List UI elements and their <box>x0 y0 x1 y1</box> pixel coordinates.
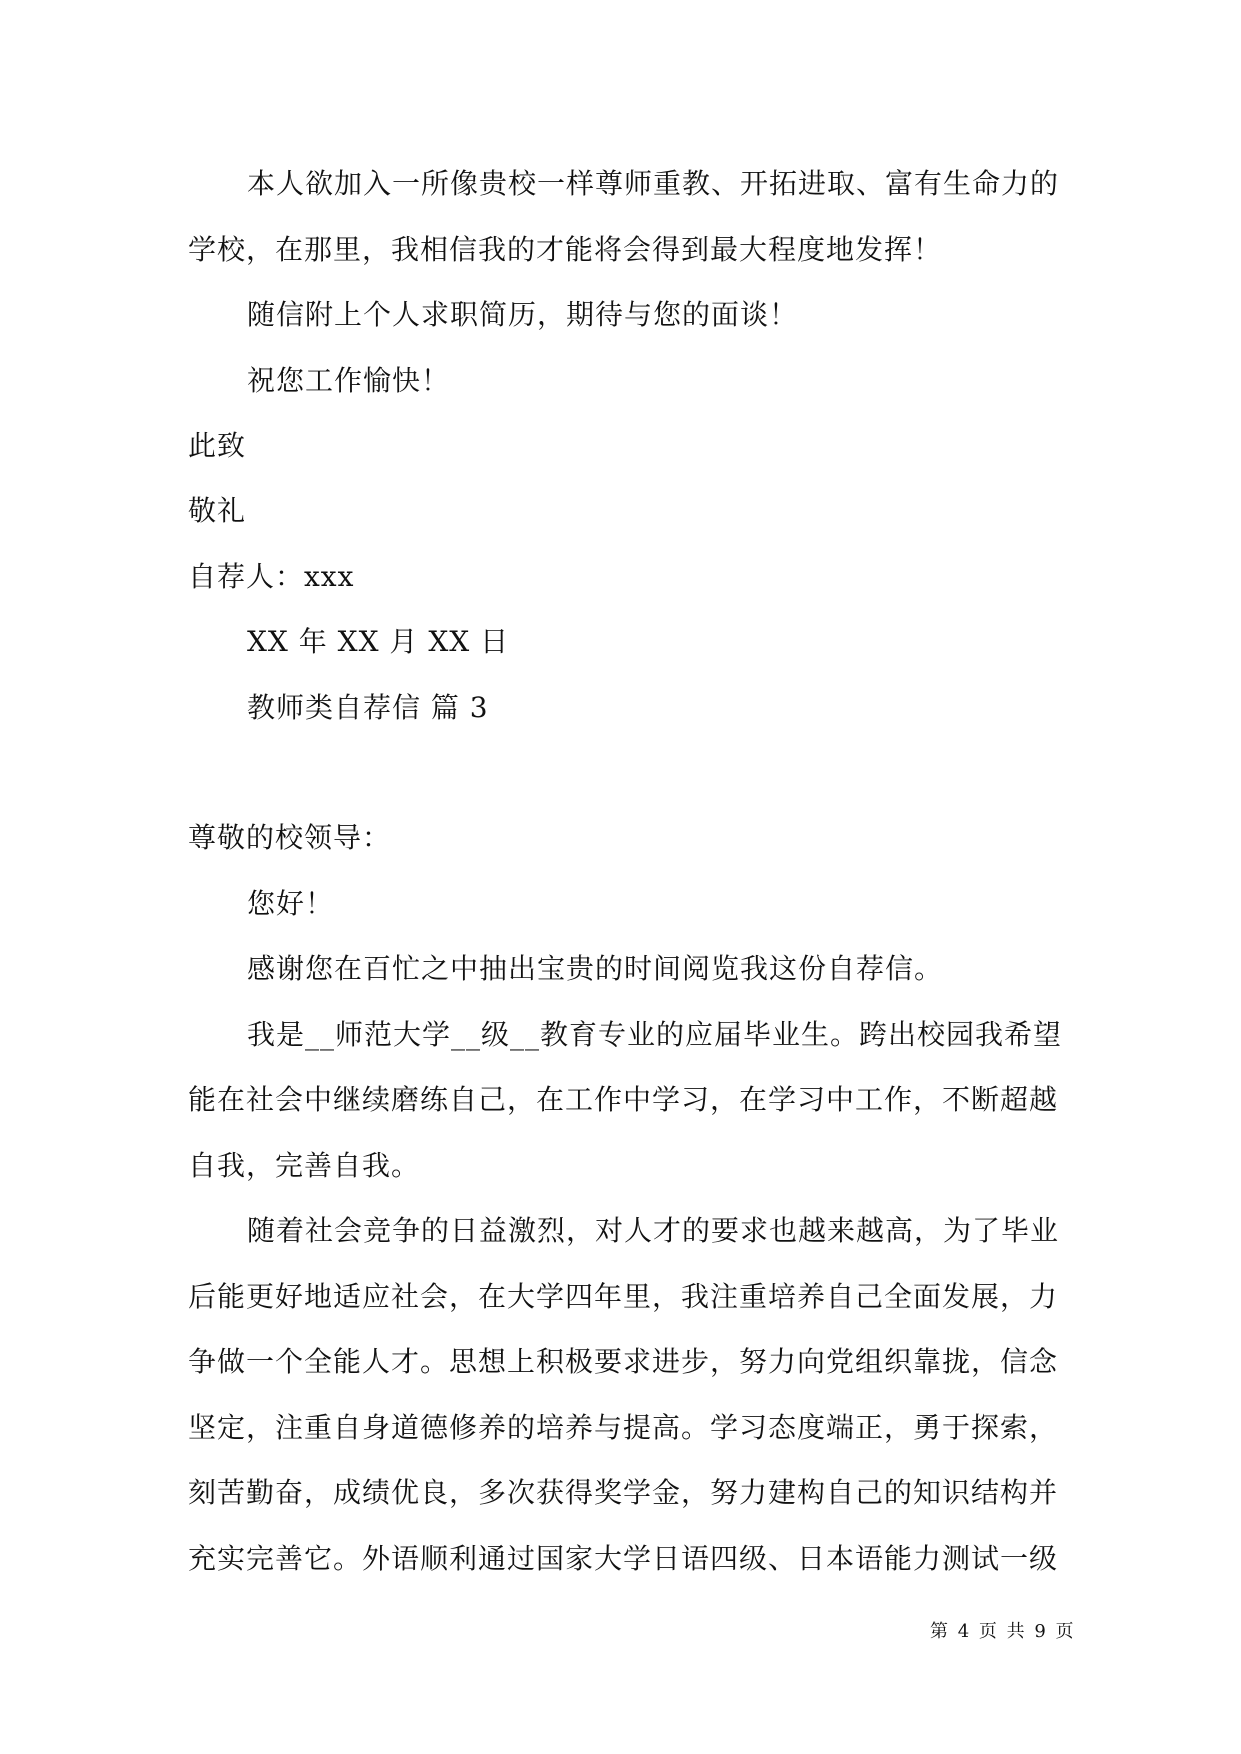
salutation-line: 尊敬的校领导： <box>188 821 392 854</box>
paragraph-line: 自我，完善自我。 <box>188 1149 421 1182</box>
paragraph-line: 随信附上个人求职简历，期待与您的面谈！ <box>247 298 799 331</box>
paragraph-line: 能在社会中继续磨练自己，在工作中学习，在学习中工作，不断超越 <box>188 1083 1059 1116</box>
paragraph-line: 刻苦勤奋，成绩优良，多次获得奖学金，努力建构自己的知识结构并 <box>188 1476 1059 1509</box>
paragraph-line: 充实完善它。外语顺利通过国家大学日语四级、日本语能力测试一级 <box>188 1542 1059 1575</box>
paragraph-line: 随着社会竞争的日益激烈，对人才的要求也越来越高，为了毕业 <box>247 1214 1060 1247</box>
section-heading: 教师类自荐信 篇 3 <box>247 691 489 724</box>
paragraph-line: 学校，在那里，我相信我的才能将会得到最大程度地发挥！ <box>188 233 943 266</box>
paragraph-line: 争做一个全能人才。思想上积极要求进步，努力向党组织靠拢，信念 <box>188 1345 1059 1378</box>
paragraph-line: 祝您工作愉快！ <box>247 364 451 397</box>
paragraph-line: 坚定，注重自身道德修养的培养与提高。学习态度端正，勇于探索， <box>188 1411 1059 1444</box>
paragraph-line: 我是__师范大学__级__教育专业的应届毕业生。跨出校园我希望 <box>247 1018 1063 1051</box>
closing-line: 此致 <box>188 429 247 462</box>
paragraph-line: 感谢您在百忙之中抽出宝贵的时间阅览我这份自荐信。 <box>247 952 944 985</box>
greeting-line: 您好！ <box>247 887 335 920</box>
signature-line: 自荐人：xxx <box>188 560 355 593</box>
date-line: XX 年 XX 月 XX 日 <box>247 625 510 658</box>
paragraph-line: 本人欲加入一所像贵校一样尊师重教、开拓进取、富有生命力的 <box>247 167 1060 200</box>
paragraph-line: 后能更好地适应社会，在大学四年里，我注重培养自己全面发展，力 <box>188 1280 1059 1313</box>
page-number: 第 4 页 共 9 页 <box>930 1621 1076 1642</box>
closing-line: 敬礼 <box>188 494 247 527</box>
